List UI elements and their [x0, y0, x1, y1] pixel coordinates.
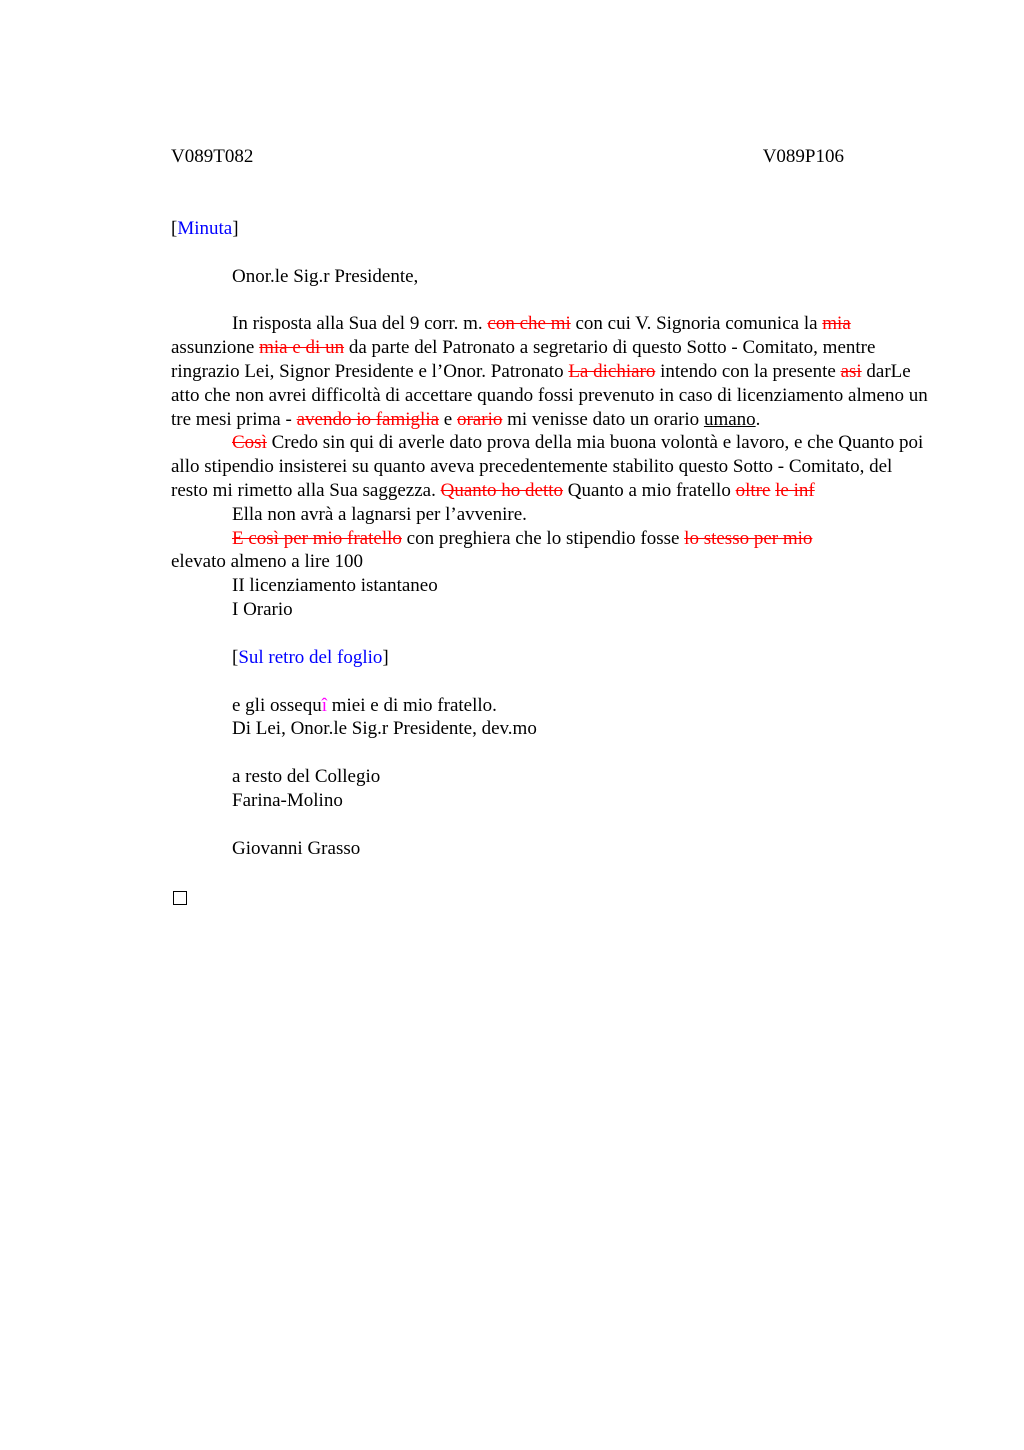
- text-segment: da parte del Patronato a segretario di questo Sotto - Comitato, mentre ringrazio Lei, Signor Presidente e l’Onor. Patronato: [171, 337, 876, 382]
- document-id-left: V089T082: [171, 146, 254, 167]
- text-segment: intendo con la presente: [655, 360, 841, 382]
- closing-line-3: a resto del Collegio: [232, 766, 381, 788]
- text-segment: darLe atto che non avrei difficoltà di accettare quando fossi prevenuto in caso di licenziamento almeno un tre mesi prima -: [171, 360, 928, 430]
- deleted-text: Quanto ho detto: [440, 479, 564, 501]
- text-segment: Credo sin qui di averle dato prova della mia buona volontà e lavoro, e che Quanto poi allo stipendio insisterei su quanto aveva precedentemente stabilito questo Sotto - Comitato, del resto mi rimetto alla Sua saggezza.: [171, 432, 924, 501]
- end-square-icon: [173, 891, 187, 905]
- deleted-text: con che mi: [487, 313, 571, 335]
- text-segment: con cui V. Signoria comunica la: [570, 313, 823, 335]
- document-body: [171, 145, 931, 911]
- deleted-text: E così per mio fratello: [232, 527, 402, 549]
- retro-label-text: Sul retro del foglio: [238, 646, 383, 668]
- deleted-text: Così: [232, 432, 267, 454]
- deleted-text: mia e di un: [259, 337, 345, 359]
- text-segment: miei e di mio fratello.: [327, 694, 497, 716]
- deleted-text: asi: [840, 360, 862, 382]
- document-ids: [171, 145, 844, 169]
- deleted-text: mia: [822, 313, 851, 335]
- closing-line-2: Di Lei, Onor.le Sig.r Presidente, dev.mo: [232, 718, 537, 740]
- paragraph-1: [171, 312, 931, 431]
- list-item-1: II licenziamento istantaneo: [232, 575, 438, 597]
- deleted-text: avendo io famiglia: [296, 408, 440, 430]
- list-item-2: I Orario: [232, 598, 293, 620]
- paragraph-3: Ella non avrà a lagnarsi per l’avvenire.: [232, 503, 527, 525]
- paragraph-4: [171, 527, 931, 575]
- text-segment: assunzione: [171, 337, 260, 359]
- text-segment: mi venisse dato un orario: [502, 408, 704, 430]
- closing-line-1: [171, 694, 931, 718]
- text-segment: Quanto a mio fratello: [563, 479, 736, 501]
- underlined-text: umano: [703, 408, 756, 430]
- salutation: Onor.le Sig.r Presidente,: [232, 265, 419, 287]
- text-segment: e gli ossequ: [232, 694, 322, 716]
- retro-label: [Sul retro del foglio]: [232, 646, 389, 668]
- deleted-text: La dichiaro: [568, 360, 656, 382]
- diacritic-mark: î: [321, 694, 327, 716]
- deleted-text: le inf: [775, 479, 815, 501]
- deleted-text: lo stesso per mio: [684, 527, 813, 549]
- text-segment: In risposta alla Sua del 9 corr. m.: [232, 313, 488, 335]
- signature: Giovanni Grasso: [232, 837, 361, 859]
- text-segment: elevato almeno a lire 100: [171, 551, 364, 573]
- paragraph-2: [171, 431, 931, 502]
- document-id-right: V089P106: [762, 146, 844, 167]
- text-segment: .: [755, 408, 761, 430]
- closing-line-4: Farina-Molino: [232, 789, 343, 811]
- deleted-text: oltre: [735, 479, 771, 501]
- text-segment: e: [439, 408, 457, 430]
- minuta-label: [Minuta]: [171, 217, 239, 239]
- minuta-label-text: Minuta: [177, 217, 233, 239]
- text-segment: con preghiera che lo stipendio fosse: [401, 527, 685, 549]
- deleted-text: orario: [456, 408, 503, 430]
